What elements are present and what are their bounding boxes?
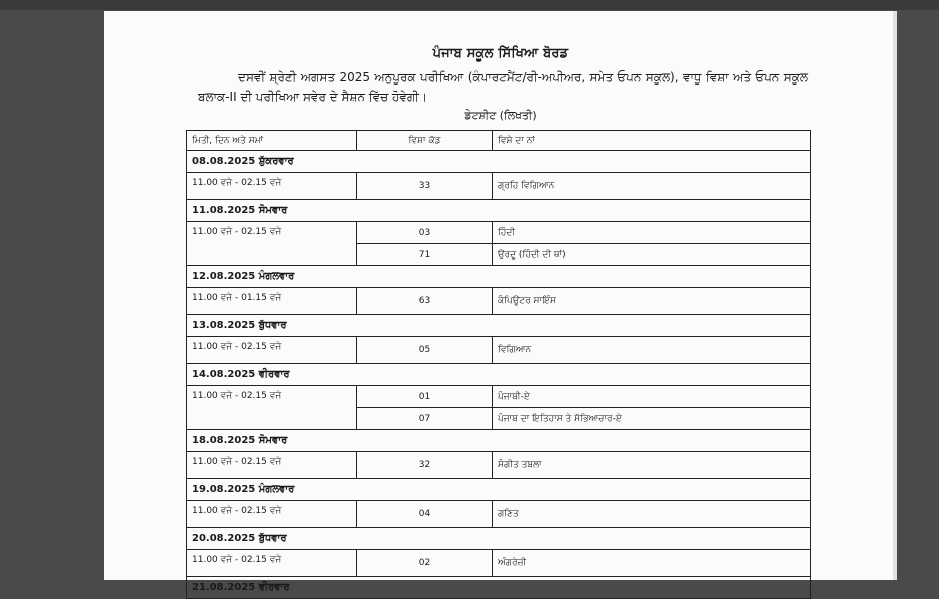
subject-name: ਕੰਪਿਊਟਰ ਸਾਇੰਸ: [493, 288, 811, 315]
exam-date: 20.08.2025 ਬੁੱਧਵਾਰ: [187, 528, 811, 550]
subject-code: 03: [357, 222, 493, 244]
date-row: [187, 528, 811, 550]
subject-name: ਅੰਗਰੇਜ਼ੀ: [493, 550, 811, 577]
header-date-time: ਮਿਤੀ, ਦਿਨ ਅਤੇ ਸਮਾਂ: [187, 131, 357, 151]
exam-time: 11.00 ਵਜੇ - 02.15 ਵਜੇ: [187, 173, 357, 200]
document-subtitle: ਡੇਟਸ਼ੀਟ (ਲਿਖਤੀ): [464, 109, 537, 122]
date-row: [187, 479, 811, 501]
subject-name: ਪੰਜਾਬ ਦਾ ਇਤਿਹਾਸ ਤੇ ਸੱਭਿਆਚਾਰ-ਏ: [493, 408, 811, 430]
document-title: ਪੰਜਾਬ ਸਕੂਲ ਸਿੱਖਿਆ ਬੋਰਡ: [432, 46, 569, 61]
subject-name: ਗ੍ਰਹਿ ਵਿਗਿਆਨ: [493, 173, 811, 200]
subject-name: ਉਰਦੂ (ਹਿੰਦੀ ਦੀ ਥਾਂ): [493, 244, 811, 266]
exam-time: 11.00 ਵਜੇ - 02.15 ਵਜੇ: [187, 501, 357, 528]
subject-row: [187, 173, 811, 200]
subject-name: ਵਿਗਿਆਨ: [493, 337, 811, 364]
header-subject-name: ਵਿਸ਼ੇ ਦਾ ਨਾਂ: [493, 131, 811, 151]
subject-row: [187, 288, 811, 315]
exam-date: 12.08.2025 ਮੰਗਲਵਾਰ: [187, 266, 811, 288]
subject-code: 71: [357, 244, 493, 266]
date-row: [187, 577, 811, 599]
table-header-row: [187, 131, 811, 151]
subject-name: ਗਣਿਤ: [493, 501, 811, 528]
exam-date: 19.08.2025 ਮੰਗਲਵਾਰ: [187, 479, 811, 501]
subject-row: [187, 452, 811, 479]
subject-row: [187, 550, 811, 577]
exam-date: 14.08.2025 ਵੀਰਵਾਰ: [187, 364, 811, 386]
subject-row: [187, 386, 811, 408]
document-description: ਦਸਵੀਂ ਸ਼੍ਰੇਣੀ ਅਗਸਤ 2025 ਅਨੁਪੂਰਕ ਪਰੀਖਿਆ (ਕੰਪਾਰਟਮੈਂਟ/ਰੀ-ਅਪੀਅਰ, ਸਮੇਤ ਓਪਨ ਸਕੂਲ), ਵਾਧੂ ਵਿਸ਼ਾ ਅਤੇ ਓਪਨ ਸਕੂਲ ਬਲਾਕ-II ਦੀ ਪਰੀਖਿਆ ਸਵੇਰ ਦੇ ਸੈਸ਼ਨ ਵਿੱਚ ਹੋਵੇਗੀ।: [198, 70, 808, 104]
exam-time: 11.00 ਵਜੇ - 02.15 ਵਜੇ: [187, 550, 357, 577]
subject-code: 07: [357, 408, 493, 430]
exam-date: 21.08.2025 ਵੀਰਵਾਰ: [187, 577, 811, 599]
subject-code: 04: [357, 501, 493, 528]
document-page: [104, 11, 897, 593]
exam-time: 11.00 ਵਜੇ - 02.15 ਵਜੇ: [187, 222, 357, 266]
exam-date: 13.08.2025 ਬੁੱਧਵਾਰ: [187, 315, 811, 337]
subject-code: 33: [357, 173, 493, 200]
exam-time: 11.00 ਵਜੇ - 02.15 ਵਜੇ: [187, 386, 357, 430]
date-row: [187, 315, 811, 337]
exam-date: 18.08.2025 ਸੋਮਵਾਰ: [187, 430, 811, 452]
exam-time: 11.00 ਵਜੇ - 01.15 ਵਜੇ: [187, 288, 357, 315]
datesheet-body: [187, 151, 811, 599]
subject-code: 02: [357, 550, 493, 577]
subject-code: 32: [357, 452, 493, 479]
viewer-top-bar: [0, 0, 939, 10]
exam-time: 11.00 ਵਜੇ - 02.15 ਵਜੇ: [187, 337, 357, 364]
date-row: [187, 200, 811, 222]
exam-date: 08.08.2025 ਸ਼ੁੱਕਰਵਾਰ: [187, 151, 811, 173]
date-row: [187, 266, 811, 288]
subject-row: [187, 337, 811, 364]
exam-date: 11.08.2025 ਸੋਮਵਾਰ: [187, 200, 811, 222]
subject-code: 63: [357, 288, 493, 315]
header-subject-code: ਵਿਸ਼ਾ ਕੋਡ: [357, 131, 493, 151]
date-row: [187, 430, 811, 452]
exam-time: 11.00 ਵਜੇ - 02.15 ਵਜੇ: [187, 452, 357, 479]
subject-name: ਹਿੰਦੀ: [493, 222, 811, 244]
subject-row: [187, 501, 811, 528]
date-row: [187, 364, 811, 386]
subject-row: [187, 222, 811, 244]
subject-code: 01: [357, 386, 493, 408]
page-edge: [893, 11, 897, 580]
date-row: [187, 151, 811, 173]
datesheet-table: [186, 130, 811, 599]
subject-name: ਸੰਗੀਤ ਤਬਲਾ: [493, 452, 811, 479]
subject-code: 05: [357, 337, 493, 364]
subject-name: ਪੰਜਾਬੀ-ਏ: [493, 386, 811, 408]
